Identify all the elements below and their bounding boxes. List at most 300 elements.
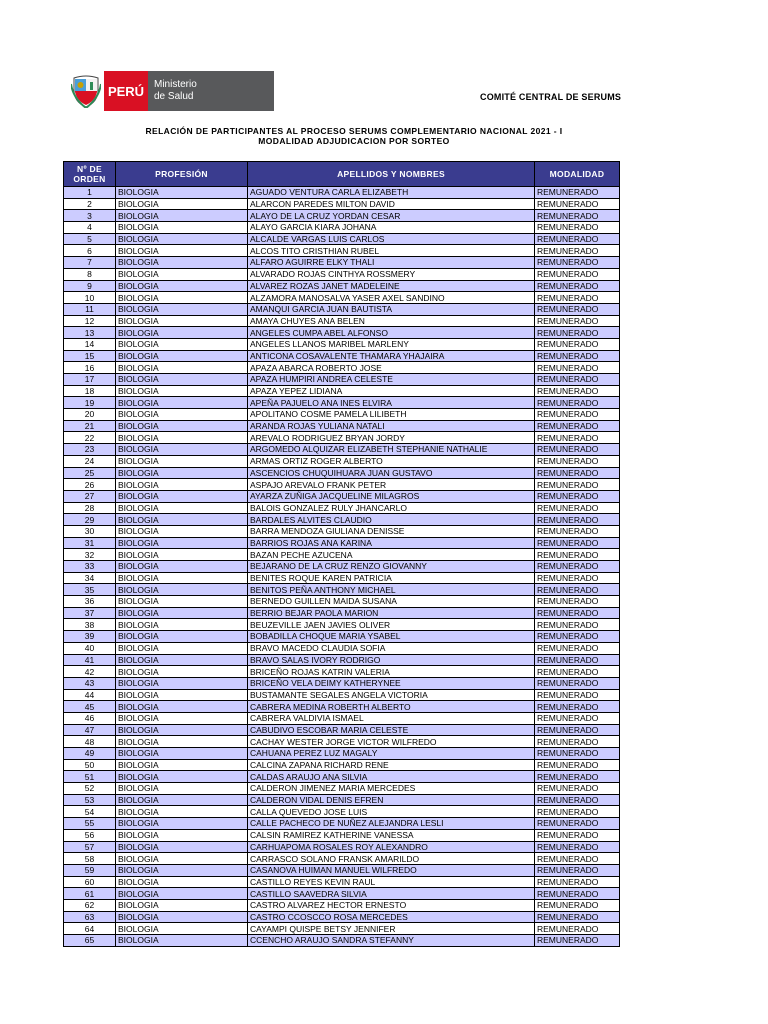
cell-order: 11: [64, 303, 116, 315]
table-row: [64, 350, 620, 362]
cell-order: 23: [64, 444, 116, 456]
table-row: [64, 327, 620, 339]
table-row: [64, 829, 620, 841]
table-row: [64, 455, 620, 467]
table-row: [64, 642, 620, 654]
cell-names: BARRIOS ROJAS ANA KARINA: [248, 537, 535, 549]
cell-order: 34: [64, 572, 116, 584]
cell-profession: BIOLOGIA: [116, 479, 248, 491]
cell-order: 13: [64, 327, 116, 339]
cell-modality: REMUNERADO: [535, 829, 620, 841]
cell-profession: BIOLOGIA: [116, 397, 248, 409]
table-row: [64, 233, 620, 245]
cell-order: 19: [64, 397, 116, 409]
cell-modality: REMUNERADO: [535, 292, 620, 304]
cell-order: 33: [64, 561, 116, 573]
cell-profession: BIOLOGIA: [116, 642, 248, 654]
table-row: [64, 899, 620, 911]
cell-names: BOBADILLA CHOQUE MARIA YSABEL: [248, 631, 535, 643]
cell-profession: BIOLOGIA: [116, 689, 248, 701]
cell-order: 62: [64, 899, 116, 911]
table-row: [64, 245, 620, 257]
table-row: [64, 222, 620, 234]
cell-order: 60: [64, 876, 116, 888]
cell-profession: BIOLOGIA: [116, 619, 248, 631]
cell-modality: REMUNERADO: [535, 806, 620, 818]
table-row: [64, 759, 620, 771]
cell-modality: REMUNERADO: [535, 315, 620, 327]
cell-names: CAYAMPI QUISPE BETSY JENNIFER: [248, 923, 535, 935]
table-row: [64, 748, 620, 760]
cell-profession: BIOLOGIA: [116, 292, 248, 304]
table-row: [64, 771, 620, 783]
cell-profession: BIOLOGIA: [116, 385, 248, 397]
cell-order: 25: [64, 467, 116, 479]
cell-profession: BIOLOGIA: [116, 759, 248, 771]
cell-modality: REMUNERADO: [535, 584, 620, 596]
table-row: [64, 689, 620, 701]
cell-profession: BIOLOGIA: [116, 596, 248, 608]
cell-modality: REMUNERADO: [535, 502, 620, 514]
cell-names: CALLA QUEVEDO JOSE LUIS: [248, 806, 535, 818]
cell-names: BUSTAMANTE SEGALES ANGELA VICTORIA: [248, 689, 535, 701]
cell-modality: REMUNERADO: [535, 210, 620, 222]
cell-profession: BIOLOGIA: [116, 233, 248, 245]
cell-profession: BIOLOGIA: [116, 712, 248, 724]
cell-modality: REMUNERADO: [535, 444, 620, 456]
cell-modality: REMUNERADO: [535, 642, 620, 654]
cell-modality: REMUNERADO: [535, 338, 620, 350]
cell-modality: REMUNERADO: [535, 198, 620, 210]
cell-modality: REMUNERADO: [535, 853, 620, 865]
cell-names: CABRERA VALDIVIA ISMAEL: [248, 712, 535, 724]
cell-modality: REMUNERADO: [535, 537, 620, 549]
cell-modality: REMUNERADO: [535, 245, 620, 257]
cell-modality: REMUNERADO: [535, 432, 620, 444]
cell-order: 42: [64, 666, 116, 678]
cell-profession: BIOLOGIA: [116, 701, 248, 713]
cell-order: 31: [64, 537, 116, 549]
cell-order: 6: [64, 245, 116, 257]
cell-names: ALAYO DE LA CRUZ YORDAN CESAR: [248, 210, 535, 222]
cell-modality: REMUNERADO: [535, 187, 620, 199]
cell-profession: BIOLOGIA: [116, 198, 248, 210]
table-row: [64, 806, 620, 818]
cell-modality: REMUNERADO: [535, 303, 620, 315]
cell-modality: REMUNERADO: [535, 736, 620, 748]
cell-order: 12: [64, 315, 116, 327]
cell-modality: REMUNERADO: [535, 864, 620, 876]
table-row: [64, 280, 620, 292]
cell-names: BEUZEVILLE JAEN JAVIES OLIVER: [248, 619, 535, 631]
cell-profession: BIOLOGIA: [116, 736, 248, 748]
table-row: [64, 818, 620, 830]
cell-order: 37: [64, 607, 116, 619]
cell-profession: BIOLOGIA: [116, 187, 248, 199]
cell-modality: REMUNERADO: [535, 689, 620, 701]
cell-names: BRAVO MACEDO CLAUDIA SOFIA: [248, 642, 535, 654]
cell-modality: REMUNERADO: [535, 420, 620, 432]
cell-modality: REMUNERADO: [535, 385, 620, 397]
cell-names: ALVAREZ ROZAS JANET MADELEINE: [248, 280, 535, 292]
cell-names: CALDERON VIDAL DENIS EFREN: [248, 794, 535, 806]
cell-names: CACHAY WESTER JORGE VICTOR WILFREDO: [248, 736, 535, 748]
table-row: [64, 525, 620, 537]
cell-order: 53: [64, 794, 116, 806]
table-row: [64, 794, 620, 806]
table-row: [64, 549, 620, 561]
cell-names: CALDAS ARAUJO ANA SILVIA: [248, 771, 535, 783]
cell-names: BRAVO SALAS IVORY RODRIGO: [248, 654, 535, 666]
cell-profession: BIOLOGIA: [116, 549, 248, 561]
cell-profession: BIOLOGIA: [116, 584, 248, 596]
cell-profession: BIOLOGIA: [116, 654, 248, 666]
cell-names: BRICEÑO VELA DEIMY KATHERYNEE: [248, 677, 535, 689]
table-row: [64, 397, 620, 409]
cell-modality: REMUNERADO: [535, 455, 620, 467]
cell-names: APEÑA PAJUELO ANA INES ELVIRA: [248, 397, 535, 409]
cell-modality: REMUNERADO: [535, 362, 620, 374]
cell-modality: REMUNERADO: [535, 479, 620, 491]
cell-modality: REMUNERADO: [535, 490, 620, 502]
cell-profession: BIOLOGIA: [116, 490, 248, 502]
cell-profession: BIOLOGIA: [116, 853, 248, 865]
cell-order: 18: [64, 385, 116, 397]
cell-profession: BIOLOGIA: [116, 338, 248, 350]
ministry-line1: Ministerio: [154, 79, 197, 90]
table-row: [64, 935, 620, 947]
cell-order: 54: [64, 806, 116, 818]
cell-names: BRICEÑO ROJAS KATRIN VALERIA: [248, 666, 535, 678]
cell-order: 39: [64, 631, 116, 643]
cell-profession: BIOLOGIA: [116, 280, 248, 292]
cell-order: 51: [64, 771, 116, 783]
cell-profession: BIOLOGIA: [116, 350, 248, 362]
cell-order: 52: [64, 783, 116, 795]
cell-names: APAZA HUMPIRI ANDREA CELESTE: [248, 374, 535, 386]
cell-modality: REMUNERADO: [535, 561, 620, 573]
cell-modality: REMUNERADO: [535, 899, 620, 911]
cell-modality: REMUNERADO: [535, 350, 620, 362]
cell-names: CARRASCO SOLANO FRANSK AMARILDO: [248, 853, 535, 865]
cell-modality: REMUNERADO: [535, 549, 620, 561]
cell-profession: BIOLOGIA: [116, 303, 248, 315]
table-row: [64, 712, 620, 724]
cell-profession: BIOLOGIA: [116, 899, 248, 911]
committee-label: COMITÉ CENTRAL DE SERUMS: [480, 92, 622, 102]
cell-names: CALDERON JIMENEZ MARIA MERCEDES: [248, 783, 535, 795]
cell-names: CALCINA ZAPANA RICHARD RENE: [248, 759, 535, 771]
cell-order: 7: [64, 257, 116, 269]
table-row: [64, 724, 620, 736]
cell-order: 28: [64, 502, 116, 514]
cell-modality: REMUNERADO: [535, 374, 620, 386]
cell-order: 8: [64, 268, 116, 280]
cell-order: 48: [64, 736, 116, 748]
cell-modality: REMUNERADO: [535, 841, 620, 853]
document-subtitle: MODALIDAD ADJUDICACION POR SORTEO: [258, 136, 450, 146]
table-row: [64, 561, 620, 573]
table-row: [64, 315, 620, 327]
cell-names: CALLE PACHECO DE NUÑEZ ALEJANDRA LESLI: [248, 818, 535, 830]
header-modality: MODALIDAD: [535, 162, 620, 187]
cell-names: APAZA YEPEZ LIDIANA: [248, 385, 535, 397]
table-header-row: [64, 162, 620, 187]
cell-modality: REMUNERADO: [535, 724, 620, 736]
table-row: [64, 479, 620, 491]
country-label: PERÚ: [104, 71, 148, 111]
cell-names: CASTILLO REYES KEVIN RAUL: [248, 876, 535, 888]
cell-names: APOLITANO COSME PAMELA LILIBETH: [248, 409, 535, 421]
cell-names: APAZA ABARCA ROBERTO JOSE: [248, 362, 535, 374]
cell-names: AREVALO RODRIGUEZ BRYAN JORDY: [248, 432, 535, 444]
table-row: [64, 362, 620, 374]
cell-profession: BIOLOGIA: [116, 935, 248, 947]
cell-names: ARMAS ORTIZ ROGER ALBERTO: [248, 455, 535, 467]
cell-profession: BIOLOGIA: [116, 222, 248, 234]
cell-profession: BIOLOGIA: [116, 771, 248, 783]
cell-order: 57: [64, 841, 116, 853]
table-row: [64, 876, 620, 888]
cell-modality: REMUNERADO: [535, 327, 620, 339]
table-row: [64, 210, 620, 222]
cell-modality: REMUNERADO: [535, 233, 620, 245]
cell-names: BERNEDO GUILLEN MAIDA SUSANA: [248, 596, 535, 608]
cell-modality: REMUNERADO: [535, 701, 620, 713]
cell-names: CALSIN RAMIREZ KATHERINE VANESSA: [248, 829, 535, 841]
cell-modality: REMUNERADO: [535, 818, 620, 830]
cell-profession: BIOLOGIA: [116, 327, 248, 339]
cell-names: BENITOS PEÑA ANTHONY MICHAEL: [248, 584, 535, 596]
table-row: [64, 619, 620, 631]
cell-order: 40: [64, 642, 116, 654]
cell-names: ARANDA ROJAS YULIANA NATALI: [248, 420, 535, 432]
cell-order: 3: [64, 210, 116, 222]
table-row: [64, 444, 620, 456]
cell-names: AMAYA CHUYES ANA BELEN: [248, 315, 535, 327]
cell-order: 26: [64, 479, 116, 491]
header-names: APELLIDOS Y NOMBRES: [248, 162, 535, 187]
table-row: [64, 490, 620, 502]
cell-modality: REMUNERADO: [535, 222, 620, 234]
cell-profession: BIOLOGIA: [116, 923, 248, 935]
cell-modality: REMUNERADO: [535, 268, 620, 280]
cell-profession: BIOLOGIA: [116, 794, 248, 806]
table-row: [64, 783, 620, 795]
cell-order: 16: [64, 362, 116, 374]
cell-order: 5: [64, 233, 116, 245]
participants-table: [63, 161, 620, 947]
cell-profession: BIOLOGIA: [116, 572, 248, 584]
cell-profession: BIOLOGIA: [116, 502, 248, 514]
table-row: [64, 654, 620, 666]
cell-order: 27: [64, 490, 116, 502]
table-row: [64, 268, 620, 280]
cell-modality: REMUNERADO: [535, 631, 620, 643]
header-order: Nº DE ORDEN: [64, 162, 116, 187]
table-row: [64, 596, 620, 608]
cell-order: 38: [64, 619, 116, 631]
cell-profession: BIOLOGIA: [116, 806, 248, 818]
cell-profession: BIOLOGIA: [116, 841, 248, 853]
table-row: [64, 864, 620, 876]
cell-profession: BIOLOGIA: [116, 432, 248, 444]
table-row: [64, 409, 620, 421]
cell-modality: REMUNERADO: [535, 771, 620, 783]
cell-modality: REMUNERADO: [535, 783, 620, 795]
cell-profession: BIOLOGIA: [116, 467, 248, 479]
table-row: [64, 888, 620, 900]
cell-names: AYARZA ZUÑIGA JACQUELINE MILAGROS: [248, 490, 535, 502]
cell-profession: BIOLOGIA: [116, 677, 248, 689]
cell-order: 65: [64, 935, 116, 947]
cell-order: 47: [64, 724, 116, 736]
cell-profession: BIOLOGIA: [116, 888, 248, 900]
table-row: [64, 841, 620, 853]
cell-profession: BIOLOGIA: [116, 864, 248, 876]
cell-modality: REMUNERADO: [535, 654, 620, 666]
cell-names: ALCOS TITO CRISTHIAN RUBEL: [248, 245, 535, 257]
table-row: [64, 736, 620, 748]
cell-profession: BIOLOGIA: [116, 374, 248, 386]
cell-order: 14: [64, 338, 116, 350]
cell-profession: BIOLOGIA: [116, 748, 248, 760]
cell-names: CASTILLO SAAVEDRA SILVIA: [248, 888, 535, 900]
cell-order: 35: [64, 584, 116, 596]
cell-profession: BIOLOGIA: [116, 444, 248, 456]
table-row: [64, 385, 620, 397]
table-row: [64, 502, 620, 514]
cell-order: 17: [64, 374, 116, 386]
cell-order: 61: [64, 888, 116, 900]
cell-profession: BIOLOGIA: [116, 514, 248, 526]
cell-order: 64: [64, 923, 116, 935]
cell-names: ALVARADO ROJAS CINTHYA ROSSMERY: [248, 268, 535, 280]
cell-modality: REMUNERADO: [535, 572, 620, 584]
cell-order: 20: [64, 409, 116, 421]
cell-order: 59: [64, 864, 116, 876]
table-row: [64, 677, 620, 689]
cell-modality: REMUNERADO: [535, 409, 620, 421]
table-row: [64, 572, 620, 584]
table-row: [64, 911, 620, 923]
cell-names: BARRA MENDOZA GIULIANA DENISSE: [248, 525, 535, 537]
cell-names: BENITES ROQUE KAREN PATRICIA: [248, 572, 535, 584]
cell-names: ALZAMORA MANOSALVA YASER AXEL SANDINO: [248, 292, 535, 304]
table-row: [64, 198, 620, 210]
cell-names: ALARCON PAREDES MILTON DAVID: [248, 198, 535, 210]
cell-names: ASCENCIOS CHUQUIHUARA JUAN GUSTAVO: [248, 467, 535, 479]
cell-profession: BIOLOGIA: [116, 829, 248, 841]
cell-modality: REMUNERADO: [535, 666, 620, 678]
table-body: [64, 187, 620, 947]
cell-order: 22: [64, 432, 116, 444]
cell-order: 56: [64, 829, 116, 841]
table-row: [64, 853, 620, 865]
cell-order: 21: [64, 420, 116, 432]
cell-order: 10: [64, 292, 116, 304]
table-row: [64, 338, 620, 350]
cell-modality: REMUNERADO: [535, 467, 620, 479]
cell-names: AGUADO VENTURA CARLA ELIZABETH: [248, 187, 535, 199]
cell-profession: BIOLOGIA: [116, 409, 248, 421]
ministry-line2: de Salud: [154, 91, 194, 102]
cell-names: ANGELES CUMPA ABEL ALFONSO: [248, 327, 535, 339]
cell-profession: BIOLOGIA: [116, 724, 248, 736]
cell-profession: BIOLOGIA: [116, 783, 248, 795]
cell-names: BALOIS GONZALEZ RULY JHANCARLO: [248, 502, 535, 514]
cell-order: 29: [64, 514, 116, 526]
cell-modality: REMUNERADO: [535, 794, 620, 806]
cell-modality: REMUNERADO: [535, 911, 620, 923]
cell-names: CABRERA MEDINA ROBERTH ALBERTO: [248, 701, 535, 713]
cell-names: ASPAJO AREVALO FRANK PETER: [248, 479, 535, 491]
cell-profession: BIOLOGIA: [116, 210, 248, 222]
cell-names: BEJARANO DE LA CRUZ RENZO GIOVANNY: [248, 561, 535, 573]
cell-modality: REMUNERADO: [535, 876, 620, 888]
cell-names: BAZAN PECHE AZUCENA: [248, 549, 535, 561]
table-row: [64, 257, 620, 269]
cell-order: 63: [64, 911, 116, 923]
cell-order: 30: [64, 525, 116, 537]
cell-modality: REMUNERADO: [535, 677, 620, 689]
cell-names: CAHUANA PEREZ LUZ MAGALY: [248, 748, 535, 760]
table-row: [64, 420, 620, 432]
table-row: [64, 584, 620, 596]
cell-names: ANGELES LLANOS MARIBEL MARLENY: [248, 338, 535, 350]
cell-modality: REMUNERADO: [535, 607, 620, 619]
cell-profession: BIOLOGIA: [116, 666, 248, 678]
cell-modality: REMUNERADO: [535, 514, 620, 526]
cell-modality: REMUNERADO: [535, 888, 620, 900]
table-row: [64, 631, 620, 643]
cell-names: AMANQUI GARCIA JUAN BAUTISTA: [248, 303, 535, 315]
header-profession: PROFESIÓN: [116, 162, 248, 187]
cell-profession: BIOLOGIA: [116, 420, 248, 432]
table-row: [64, 187, 620, 199]
cell-order: 45: [64, 701, 116, 713]
cell-order: 46: [64, 712, 116, 724]
cell-modality: REMUNERADO: [535, 280, 620, 292]
cell-names: ANTICONA COSAVALENTE THAMARA YHAJAIRA: [248, 350, 535, 362]
cell-modality: REMUNERADO: [535, 923, 620, 935]
cell-order: 43: [64, 677, 116, 689]
cell-modality: REMUNERADO: [535, 619, 620, 631]
cell-order: 2: [64, 198, 116, 210]
cell-order: 49: [64, 748, 116, 760]
cell-profession: BIOLOGIA: [116, 818, 248, 830]
cell-profession: BIOLOGIA: [116, 911, 248, 923]
table-row: [64, 467, 620, 479]
table-row: [64, 374, 620, 386]
cell-profession: BIOLOGIA: [116, 362, 248, 374]
cell-names: CASANOVA HUIMAN MANUEL WILFREDO: [248, 864, 535, 876]
table-row: [64, 537, 620, 549]
table-row: [64, 303, 620, 315]
cell-names: CASTRO ALVAREZ HECTOR ERNESTO: [248, 899, 535, 911]
peru-coat-of-arms-icon: [68, 71, 104, 111]
cell-names: CARHUAPOMA ROSALES ROY ALEXANDRO: [248, 841, 535, 853]
cell-modality: REMUNERADO: [535, 935, 620, 947]
cell-modality: REMUNERADO: [535, 712, 620, 724]
table-row: [64, 666, 620, 678]
cell-names: BARDALES ALVITES CLAUDIO: [248, 514, 535, 526]
cell-profession: BIOLOGIA: [116, 245, 248, 257]
document-title: RELACIÓN DE PARTICIPANTES AL PROCESO SERUMS COMPLEMENTARIO NACIONAL 2021 - I: [145, 126, 563, 136]
cell-profession: BIOLOGIA: [116, 525, 248, 537]
cell-order: 24: [64, 455, 116, 467]
table-row: [64, 923, 620, 935]
